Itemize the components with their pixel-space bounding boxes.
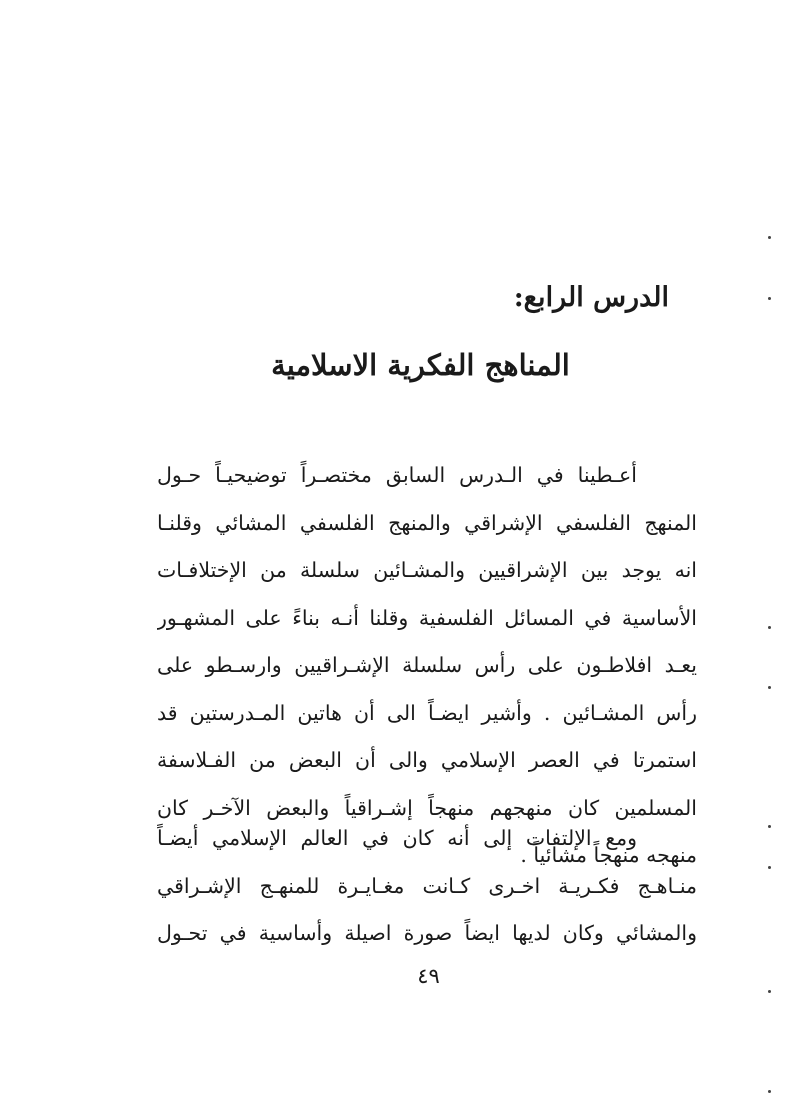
- paragraph-line: رأس المشـائين . وأشير ايضـاً الى أن هاتين المـدرستين قد: [157, 700, 697, 725]
- paragraph-line: أعـطينا في الـدرس السابق مختصـراً توضيحيـاً حـول: [157, 463, 637, 487]
- scan-margin-dot: [768, 297, 771, 300]
- paragraph-line: المسلمين كان منهجهم منهجاً إشـراقياً والبعض الآخـر كان: [157, 795, 697, 820]
- scan-margin-dot: [768, 236, 771, 239]
- page-number-text: ٤٩: [417, 964, 440, 988]
- paragraph-line: انه يوجد بين الإشراقيين والمشـائين سلسلة من الإختلافـات: [157, 558, 697, 582]
- paragraph-line: منـاهـج فكـريـة اخـرى كـانت مغـايـرة للمنهـج الإشـراقي: [157, 873, 697, 898]
- paragraph-line: استمرتا في العصر الإسلامي والى أن البعض من الفـلاسفة: [157, 748, 697, 772]
- paragraph-line: الأساسية في المسائل الفلسفية وقلنا أنـه بناءً على المشهـور: [157, 605, 697, 630]
- lesson-title: [0, 348, 785, 382]
- paragraph-line: والمشائي وكان لديها ايضاً صورة اصيلة وأساسية في تحـول: [157, 921, 697, 945]
- paragraph-line: منهجه منهجاً مشائياً .: [520, 843, 697, 867]
- paragraph-line: المنهج الفلسفي الإشراقي والمنهج الفلسفي المشائي وقلنـا: [157, 510, 697, 535]
- scan-margin-dot: [768, 866, 771, 869]
- paragraph-line: يعـد افلاطـون على رأس سلسلة الإشـراقيين وارسـطو على: [157, 653, 697, 677]
- lesson-title-text: المناهج الفكرية الاسلامية: [271, 348, 570, 382]
- paragraph-line: ومع الإلتفات إلى أنه كان في العالم الإسلامي أيضـاً: [157, 826, 637, 850]
- scan-margin-dot: [768, 1090, 771, 1093]
- lesson-label: الدرس الرابع:: [513, 282, 669, 313]
- scan-margin-dot: [768, 990, 771, 993]
- scan-margin-dot: [768, 825, 771, 828]
- paragraph-2: [157, 815, 697, 958]
- scan-margin-dot: [768, 686, 771, 689]
- page-number: [0, 964, 785, 988]
- scan-margin-dot: [768, 626, 771, 629]
